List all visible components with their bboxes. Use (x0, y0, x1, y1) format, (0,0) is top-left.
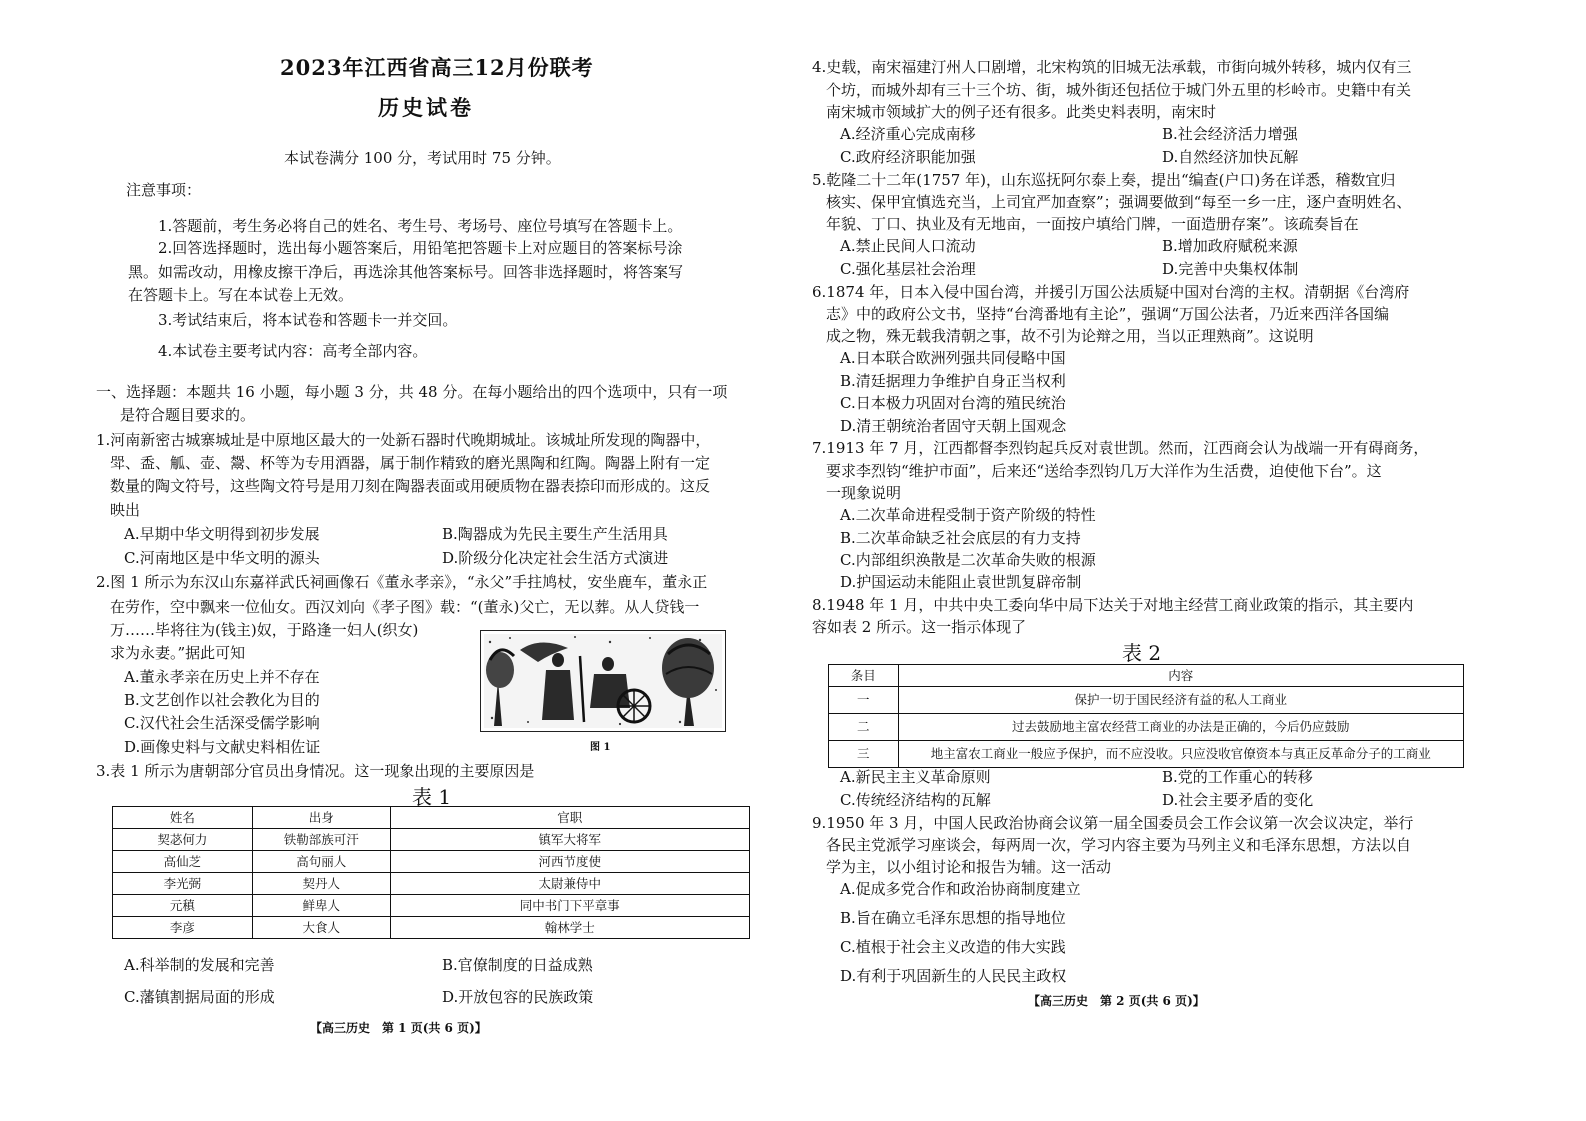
option-b: B.旨在确立毛泽东思想的指导地位 (840, 909, 1066, 927)
table-cell: 翰林学士 (390, 917, 749, 939)
question-stem: 4.史载，南宋福建汀州人口剧增，北宋构筑的旧城无法承载，市街向城外转移，城内仅有三 (812, 58, 1412, 76)
table-row (113, 851, 750, 873)
question-stem: 个坊，而城外却有三十三个坊、街，城外街还包括位于城门外五里的杉岭市。史籍中有关 (826, 81, 1412, 99)
notice-item: 1.答题前，考生务必将自己的姓名、考生号、考场号、座位号填写在答题卡上。 (158, 217, 683, 235)
question-stem: 成之物，殊无载我清朝之事，故不引为论辩之用，当以正理熟商”。这说明 (826, 327, 1314, 345)
option-a: A.董永孝亲在历史上并不存在 (124, 668, 320, 686)
left-column (96, 0, 776, 1121)
exam-meta: 本试卷满分 100 分，考试用时 75 分钟。 (284, 149, 561, 167)
question-stem: 8.1948 年 1 月，中共中央工委向华中局下达关于对地主经营工商业政策的指示，其主要内 (812, 596, 1414, 614)
table-cell: 高仙芝 (113, 851, 253, 873)
option-c: C.内部组织涣散是二次革命失败的根源 (840, 551, 1096, 569)
table-cell: 李彦 (113, 917, 253, 939)
option-a: A.新民主主义革命原则 (840, 768, 991, 786)
table-cell: 契丹人 (252, 873, 390, 895)
question-stem: 1.河南新密古城寨城址是中原地区最大的一处新石器时代晚期城址。该城址所发现的陶器中， (96, 431, 711, 449)
table-cell: 过去鼓励地主富农经营工商业的办法是正确的，今后仍应鼓励 (898, 714, 1463, 741)
option-b: B.增加政府赋税来源 (1162, 237, 1298, 255)
table-cell: 鲜卑人 (252, 895, 390, 917)
table-cell: 三 (829, 741, 899, 768)
section-heading: 是符合题目要求的。 (120, 406, 256, 424)
section-heading: 一、选择题：本题共 16 小题，每小题 3 分，共 48 分。在每小题给出的四个选项中，只有一项 (96, 383, 728, 401)
option-d: D.完善中央集权体制 (1162, 260, 1299, 278)
notice-item: 黑。如需改动，用橡皮擦干净后，再选涂其他答案标号。回答非选择题时，将答案写 (128, 263, 684, 281)
question-stem: 2.图 1 所示为东汉山东嘉祥武氏祠画像石《董永孝亲》，“永父”手拄鸠杖，安坐鹿车，董永正 (96, 573, 708, 591)
table-cell: 李光弼 (113, 873, 253, 895)
option-c: C.政府经济职能加强 (840, 148, 976, 166)
question-stem: 一现象说明 (826, 484, 902, 502)
question-stem: 5.乾隆二十二年(1757 年)，山东巡抚阿尔泰上奏，提出“编查(户口)务在详悉，稽数宜归 (812, 171, 1396, 189)
table-header-cell: 条目 (829, 665, 899, 687)
notice-heading: 注意事项： (126, 181, 202, 199)
table-header-cell: 出身 (252, 807, 390, 829)
question-stem: 映出 (110, 501, 141, 519)
option-c: C.河南地区是中华文明的源头 (124, 549, 320, 567)
exam-subject: 历史试卷 (378, 95, 474, 120)
table-row (113, 873, 750, 895)
table-cell: 大食人 (252, 917, 390, 939)
question-stem: 各民主党派学习座谈会，每两周一次，学习内容主要为马列主义和毛泽东思想，方法以自 (826, 836, 1412, 854)
option-a: A.促成多党合作和政治协商制度建立 (840, 880, 1081, 898)
officials-table (112, 806, 750, 939)
question-stem: 年貌、丁口、执业及有无地亩，一面按户填给门牌，一面造册存案”。该疏奏旨在 (826, 215, 1359, 233)
question-stem: 要求李烈钧“维护市面”，后来还“送给李烈钧几万大洋作为生活费，迫使他下台”。这 (826, 462, 1382, 480)
table-caption: 表 2 (1122, 641, 1162, 665)
option-b: B.社会经济活力增强 (1162, 125, 1298, 143)
stone-relief-image (480, 630, 726, 732)
table-row (113, 895, 750, 917)
question-stem: 6.1874 年，日本入侵中国台湾，并援引万国公法质疑中国对台湾的主权。清朝据《台湾府 (812, 283, 1410, 301)
question-stem: 核实、保甲宜慎选充当，上司宜严加查察”；强调要做到“每至一乡一庄，逐户查明姓名、 (826, 193, 1412, 211)
table-header-row (113, 807, 750, 829)
table-cell: 高句丽人 (252, 851, 390, 873)
option-b: B.官僚制度的日益成熟 (442, 956, 593, 974)
table-cell: 太尉兼侍中 (390, 873, 749, 895)
option-b: B.清廷据理力争维护自身正当权利 (840, 372, 1066, 390)
question-stem: 斝、盉、觚、壶、鬶、杯等为专用酒器，属于制作精致的磨光黑陶和红陶。陶器上附有一定 (110, 454, 711, 472)
table-row (113, 829, 750, 851)
option-c: C.日本极力巩固对台湾的殖民统治 (840, 394, 1066, 412)
notice-item: 4.本试卷主要考试内容：高考全部内容。 (158, 342, 428, 360)
table-cell: 地主富农工商业一般应予保护，而不应没收。只应没收官僚资本与真正反革命分子的工商业 (898, 741, 1463, 768)
option-b: B.陶器成为先民主要生产生活用具 (442, 525, 668, 543)
table-row (113, 917, 750, 939)
table-row (829, 714, 1464, 741)
table-cell: 契苾何力 (113, 829, 253, 851)
option-d: D.画像史料与文献史料相佐证 (124, 738, 321, 756)
table-header-row (829, 665, 1464, 687)
page-footer-2: 【高三历史 第 2 页(共 6 页)】 (1028, 994, 1205, 1008)
question-stem: 7.1913 年 7 月，江西都督李烈钧起兵反对袁世凯。然而，江西商会认为战端一开有碍商务， (812, 439, 1429, 457)
option-d: D.清王朝统治者固守天朝上国观念 (840, 417, 1067, 435)
table-header-cell: 姓名 (113, 807, 253, 829)
option-d: D.自然经济加快瓦解 (1162, 148, 1299, 166)
question-stem: 求为永妻。”据此可知 (110, 644, 246, 662)
table-header-cell: 官职 (390, 807, 749, 829)
figure-caption: 图 1 (590, 742, 611, 753)
option-d: D.有利于巩固新生的人民民主政权 (840, 967, 1067, 985)
page-footer-1: 【高三历史 第 1 页(共 6 页)】 (310, 1021, 487, 1035)
question-stem: 数量的陶文符号，这些陶文符号是用刀刻在陶器表面或用硬质物在器表捺印而形成的。这反 (110, 477, 711, 495)
table-cell: 铁勒部族可汗 (252, 829, 390, 851)
table-row (829, 687, 1464, 714)
option-d: D.护国运动未能阻止袁世凯复辟帝制 (840, 573, 1082, 591)
question-stem: 在劳作，空中飘来一位仙女。西汉刘向《孝子图》载：“(董永)父亡，无以葬。从人贷钱一 (110, 598, 700, 616)
option-b: B.二次革命缺乏社会底层的有力支持 (840, 529, 1081, 547)
question-stem: 9.1950 年 3 月，中国人民政治协商会议第一届全国委员会工作会议第一次会议决定，举行 (812, 814, 1414, 832)
table-cell: 一 (829, 687, 899, 714)
table-cell: 二 (829, 714, 899, 741)
table-cell: 元稹 (113, 895, 253, 917)
option-a: A.禁止民间人口流动 (840, 237, 976, 255)
table-cell: 河西节度使 (390, 851, 749, 873)
notice-item: 2.回答选择题时，选出每小题答案后，用铅笔把答题卡上对应题目的答案标号涂 (158, 239, 683, 257)
question-stem: 学为主，以小组讨论和报告为辅。这一活动 (826, 858, 1112, 876)
notice-item: 3.考试结束后，将本试卷和答题卡一并交回。 (158, 311, 458, 329)
question-stem: 容如表 2 所示。这一指示体现了 (812, 618, 1027, 636)
table-header-cell: 内容 (898, 665, 1463, 687)
table-cell: 同中书门下平章事 (390, 895, 749, 917)
notice-item: 在答题卡上。写在本试卷上无效。 (128, 286, 354, 304)
option-d: D.社会主要矛盾的变化 (1162, 791, 1314, 809)
option-c: C.传统经济结构的瓦解 (840, 791, 991, 809)
table-caption: 表 1 (412, 785, 452, 809)
option-c: C.植根于社会主义改造的伟大实践 (840, 938, 1066, 956)
question-stem: 南宋城市领域扩大的例子还有很多。此类史料表明，南宋时 (826, 103, 1217, 121)
exam-title: 2023年江西省高三12月份联考 (280, 55, 594, 80)
table-cell: 镇军大将军 (390, 829, 749, 851)
question-stem: 志》中的政府公文书，坚持“台湾番地有主论”，强调“万国公法者，乃近来西洋各国编 (826, 305, 1390, 323)
question-stem: 万……毕将往为(钱主)奴，于路逢一妇人(织女) (110, 621, 419, 639)
question-stem: 3.表 1 所示为唐朝部分官员出身情况。这一现象出现的主要原因是 (96, 762, 535, 780)
option-c: C.藩镇割据局面的形成 (124, 988, 275, 1006)
option-a: A.科举制的发展和完善 (124, 956, 275, 974)
option-a: A.早期中华文明得到初步发展 (124, 525, 320, 543)
policy-table (828, 664, 1464, 768)
option-d: D.阶级分化决定社会生活方式演进 (442, 549, 669, 567)
option-c: C.强化基层社会治理 (840, 260, 976, 278)
option-a: A.二次革命进程受制于资产阶级的特性 (840, 506, 1096, 524)
option-c: C.汉代社会生活深受儒学影响 (124, 714, 320, 732)
option-b: B.党的工作重心的转移 (1162, 768, 1313, 786)
option-b: B.文艺创作以社会教化为目的 (124, 691, 320, 709)
table-row (829, 741, 1464, 768)
option-a: A.日本联合欧洲列强共同侵略中国 (840, 349, 1066, 367)
right-column (812, 0, 1492, 1121)
option-d: D.开放包容的民族政策 (442, 988, 594, 1006)
table-cell: 保护一切于国民经济有益的私人工商业 (898, 687, 1463, 714)
option-a: A.经济重心完成南移 (840, 125, 976, 143)
stone-relief-image (480, 630, 726, 732)
